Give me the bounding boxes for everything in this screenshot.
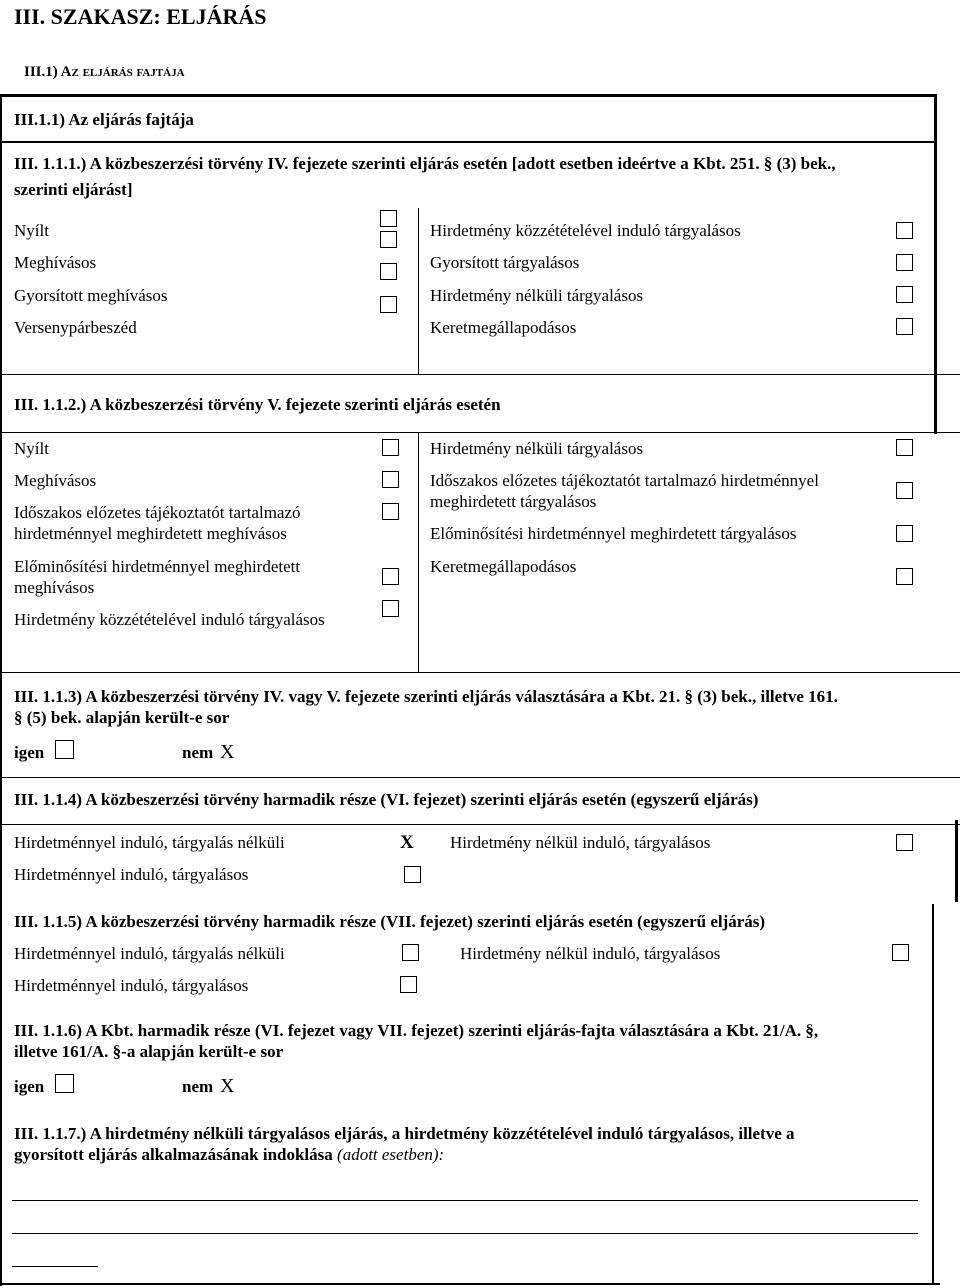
s1113-line2: § (5) bek. alapján került-e sor (14, 708, 230, 727)
option-label: Hirdetménnyel induló, tárgyalás nélküli (14, 944, 285, 963)
checkbox-gyorsitott-meghivasos[interactable] (380, 263, 397, 280)
checkbox-v-hirdetmeny-nelkuli[interactable] (896, 439, 913, 456)
s1116-line2: illetve 161/A. §-a alapján került-e sor (14, 1042, 284, 1061)
checkbox-v-meghivasos[interactable] (382, 471, 399, 488)
section-heading: III. SZAKASZ: ELJÁRÁS (14, 4, 267, 29)
option-label: Előminősítési hirdetménnyel meghirdetett (14, 557, 301, 576)
checkbox-keretmegallapodasos[interactable] (896, 318, 913, 335)
s1116-line1: III. 1.1.6) A Kbt. harmadik része (VI. fejezet vagy VII. fejezet) szerinti eljárás-fajta választására a Kbt. 21/A. §, (14, 1021, 819, 1040)
option-label: Nyílt (14, 439, 49, 458)
option-label: Nyílt (14, 221, 49, 240)
option-label: Hirdetmény nélküli tárgyalásos (430, 439, 644, 458)
option-label: Hirdetménnyel induló, tárgyalásos (14, 976, 249, 995)
s1114-title: III. 1.1.4) A közbeszerzési törvény harmadik része (VI. fejezet) szerinti eljárás esetén (egyszerű eljárás) (14, 790, 759, 809)
option-label: Meghívásos (14, 253, 97, 272)
s1117-line2-bold: gyorsított eljárás alkalmazásának indoklása (14, 1145, 333, 1164)
option-label: Időszakos előzetes tájékoztatót tartalmazó (14, 503, 301, 522)
subheading: III.1) Az eljárás fajtája (24, 64, 185, 80)
option-label: Gyorsított tárgyalásos (430, 253, 580, 272)
justification-line-2[interactable] (12, 1233, 918, 1234)
option-label: Hirdetmény nélküli tárgyalásos (430, 286, 644, 305)
justification-line-3[interactable] (12, 1266, 98, 1267)
checkbox-v-nyilt[interactable] (382, 439, 399, 456)
checkbox-hirdetmeny-kozzetetelevel[interactable] (896, 222, 913, 239)
checkbox-meghivasos[interactable] (380, 231, 397, 248)
checkbox-v-elominositesi-meghivasos[interactable] (382, 568, 399, 585)
checkbox-s1114-hirdetmeny-nelkul[interactable] (896, 834, 913, 851)
option-label: Hirdetmény nélkül induló, tárgyalásos (460, 944, 721, 963)
s1117-note: (adott esetben): (337, 1145, 445, 1164)
option-label: Előminősítési hirdetménnyel meghirdetett tárgyalásos (430, 524, 797, 543)
checkbox-s1115-hirdetmeny-nelkul[interactable] (892, 944, 909, 961)
checkbox-gyorsitott-targyalasos[interactable] (896, 254, 913, 271)
checkbox-s1115-hirdetmennyel-targyalasos[interactable] (400, 976, 417, 993)
s111-title: III.1.1) Az eljárás fajtája (14, 110, 194, 129)
checkbox-v-elominositesi-targyalasos[interactable] (896, 525, 913, 542)
s1116-igen-label: igen (14, 1077, 45, 1096)
option-label: meghirdetett tárgyalásos (430, 492, 597, 511)
s1112-title: III. 1.1.2.) A közbeszerzési törvény V. fejezete szerinti eljárás esetén (14, 395, 501, 414)
s1117-line1: III. 1.1.7.) A hirdetmény nélküli tárgyalásos eljárás, a hirdetmény közzétételével induló tárgyalásos, illetve a (14, 1124, 795, 1143)
s1116-nem-label: nem (182, 1077, 214, 1096)
option-label: Gyorsított meghívásos (14, 286, 168, 305)
checkbox-v-keretmegallapodasos[interactable] (896, 568, 913, 585)
option-label: Időszakos előzetes tájékoztatót tartalmazó hirdetménnyel (430, 471, 819, 490)
checkbox-hirdetmeny-nelkuli[interactable] (896, 286, 913, 303)
option-label: Keretmegállapodásos (430, 557, 577, 576)
s1116-nem-mark[interactable]: X (220, 1075, 235, 1097)
s1115-title: III. 1.1.5) A közbeszerzési törvény harmadik része (VII. fejezet) szerinti eljárás esetén (egyszerű eljárás) (14, 912, 766, 931)
option-label: Hirdetménnyel induló, tárgyalásos (14, 865, 249, 884)
option-label: Hirdetménnyel induló, tárgyalás nélküli (14, 833, 285, 852)
checkbox-v-hirdetmeny-kozzetetelevel[interactable] (382, 600, 399, 617)
option-label: Meghívásos (14, 471, 97, 490)
checkbox-s1116-igen[interactable] (55, 1074, 74, 1093)
justification-line-1[interactable] (12, 1200, 918, 1201)
checkbox-s1113-igen[interactable] (55, 740, 74, 759)
checkbox-v-idoszakos-meghivasos[interactable] (382, 503, 399, 520)
option-label: Keretmegállapodásos (430, 318, 577, 337)
checkbox-s1114-hirdetmennyel-targyalasos[interactable] (404, 866, 421, 883)
s1113-line1: III. 1.1.3) A közbeszerzési törvény IV. vagy V. fejezete szerinti eljárás választására a Kbt. 21. § (3) bek., illetve 161. (14, 687, 838, 706)
checkbox-s1115-targyalas-nelkuli[interactable] (402, 944, 419, 961)
option-label: hirdetménnyel meghirdetett meghívásos (14, 524, 287, 543)
option-label: Hirdetmény nélkül induló, tárgyalásos (450, 833, 711, 852)
option-label: Versenypárbeszéd (14, 318, 137, 337)
s1113-nem-mark[interactable]: X (220, 741, 235, 763)
option-label: Hirdetmény közzétételével induló tárgyalásos (14, 610, 325, 629)
s1113-nem-label: nem (182, 743, 214, 762)
s1117-line2 (14, 1145, 444, 1165)
s111-intro-line1: III. 1.1.1.) A közbeszerzési törvény IV. fejezete szerinti eljárás esetén [adott esetben ideértve a Kbt. 251. § (3) bek., (14, 154, 836, 173)
s1113-igen-label: igen (14, 743, 45, 762)
s1114-opt1-mark[interactable]: X (400, 832, 414, 853)
checkbox-v-idoszakos-targyalasos[interactable] (896, 482, 913, 499)
option-label: Hirdetmény közzétételével induló tárgyalásos (430, 221, 741, 240)
s111-intro-line2: szerinti eljárást] (14, 180, 133, 199)
checkbox-versenyparbeszed[interactable] (380, 296, 397, 313)
option-label: meghívásos (14, 578, 95, 597)
checkbox-nyilt[interactable] (380, 210, 397, 227)
